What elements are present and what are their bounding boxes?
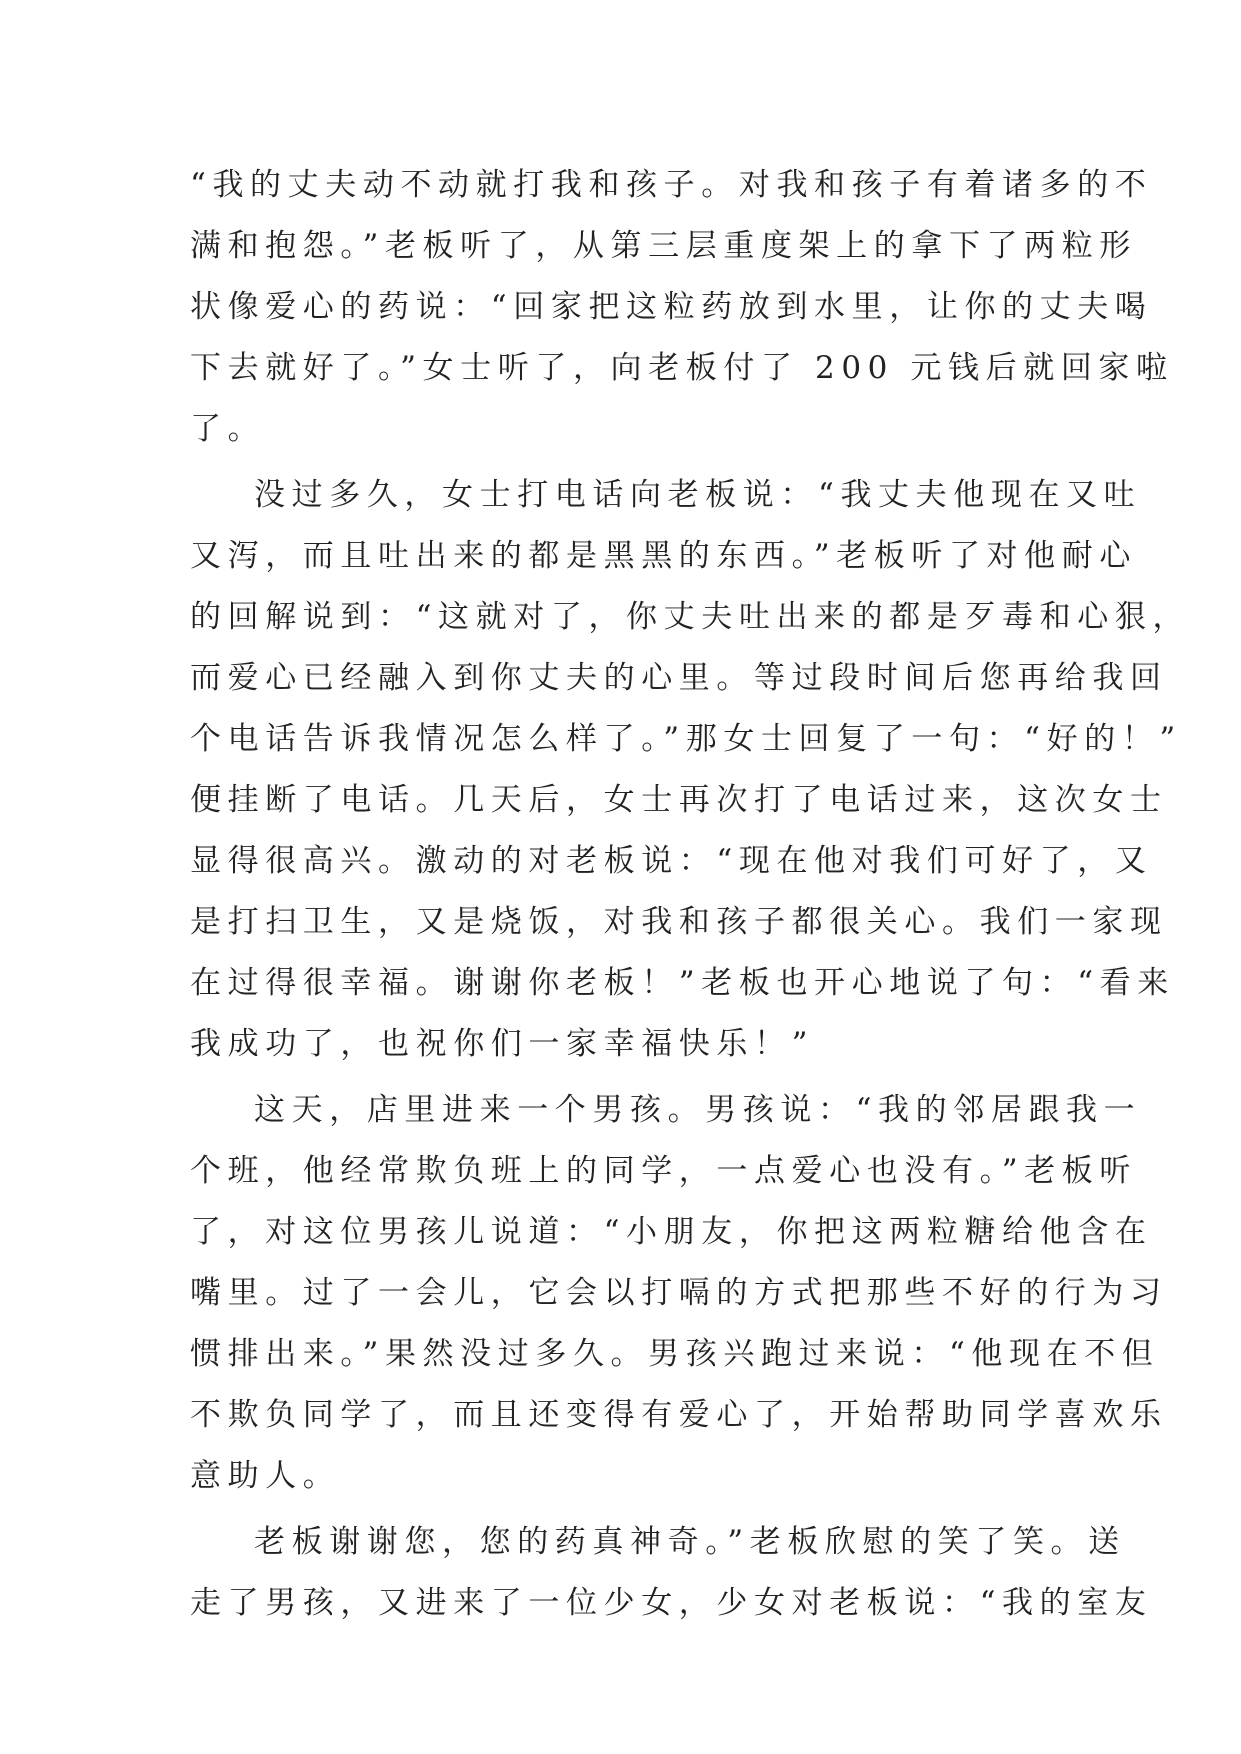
text-line: “我的丈夫动不动就打我和孩子。对我和孩子有着诸多的不 xyxy=(190,167,1153,203)
text-line: 的回解说到：“这就对了，你丈夫吐出来的都是歹毒和心狠， xyxy=(190,599,1191,635)
body-text xyxy=(190,155,1191,1634)
text-line: 而爱心已经融入到你丈夫的心里。等过段时间后您再给我回 xyxy=(190,660,1168,696)
text-line: 意助人。 xyxy=(190,1458,341,1494)
text-line: 显得很高兴。激动的对老板说：“现在他对我们可好了，又 xyxy=(190,843,1153,879)
text-line: 了，对这位男孩儿说道：“小朋友，你把这两粒糖给他含在 xyxy=(190,1214,1153,1250)
text-line: 了。 xyxy=(190,411,266,447)
text-line: 在过得很幸福。谢谢你老板！”老板也开心地说了句：“看来 xyxy=(190,965,1175,1001)
paragraph-start-line: 没过多久，女士打电话向老板说：“我丈夫他现在又吐 xyxy=(254,477,1142,513)
text-line: 又泻，而且吐出来的都是黑黑的东西。”老板听了对他耐心 xyxy=(190,538,1137,574)
text-line: 走了男孩，又进来了一位少女，少女对老板说：“我的室友 xyxy=(190,1585,1153,1621)
text-line: 不欺负同学了，而且还变得有爱心了，开始帮助同学喜欢乐 xyxy=(190,1397,1168,1433)
text-line: 我成功了，也祝你们一家幸福快乐！” xyxy=(190,1026,815,1062)
text-line: 个班，他经常欺负班上的同学，一点爱心也没有。”老板听 xyxy=(190,1153,1137,1189)
text-line: 是打扫卫生，又是烧饭，对我和孩子都很关心。我们一家现 xyxy=(190,904,1168,940)
text-line: 状像爱心的药说：“回家把这粒药放到水里，让你的丈夫喝 xyxy=(190,289,1153,325)
text-line: 个电话告诉我情况怎么样了。”那女士回复了一句：“好的！” xyxy=(190,721,1182,757)
paragraph-start-line: 老板谢谢您，您的药真神奇。”老板欣慰的笑了笑。送 xyxy=(254,1524,1126,1560)
text-line: 便挂断了电话。几天后，女士再次打了电话过来，这次女士 xyxy=(190,782,1168,818)
text-line: 下去就好了。”女士听了，向老板付了 200 元钱后就回家啦 xyxy=(190,350,1174,386)
text-line: 嘴里。过了一会儿，它会以打嗝的方式把那些不好的行为习 xyxy=(190,1275,1168,1311)
paragraph-start-line: 这天，店里进来一个男孩。男孩说：“我的邻居跟我一 xyxy=(254,1092,1142,1128)
text-line: 满和抱怨。”老板听了，从第三层重度架上的拿下了两粒形 xyxy=(190,228,1137,264)
text-line: 惯排出来。”果然没过多久。男孩兴跑过来说：“他现在不但 xyxy=(190,1336,1160,1372)
